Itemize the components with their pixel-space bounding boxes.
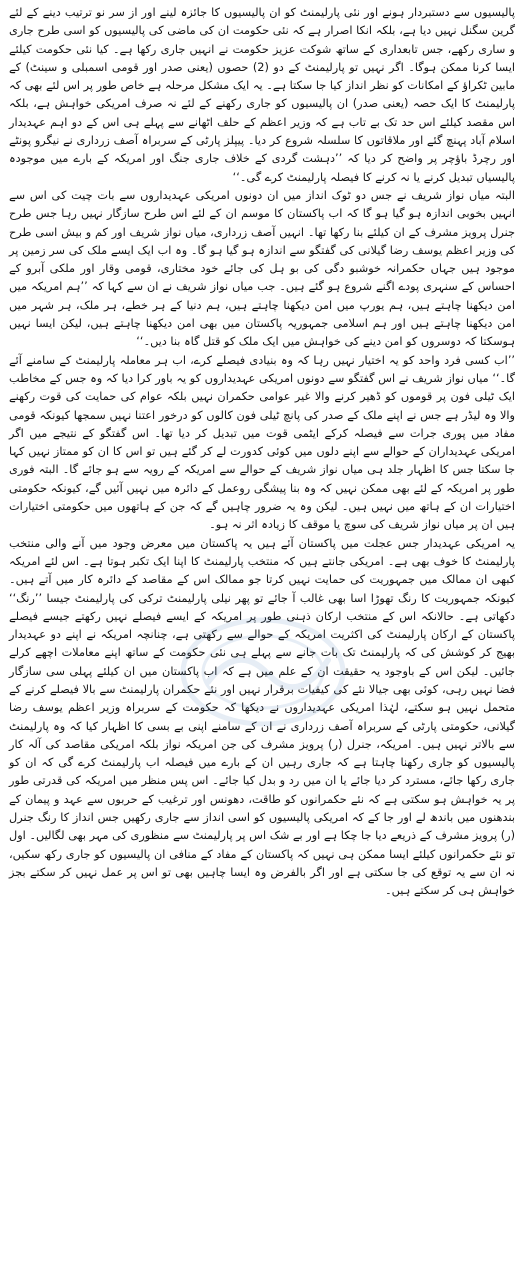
paragraph-3: ’’اب کسی فرد واحد کو یہ اختیار نہیں رہا کہ وہ بنیادی فیصلے کرے، اب ہر معاملہ پارلیمنٹ کے سامنے آئے گا۔‘‘ میاں نواز شریف نے اس گفتگو سے دونوں امریکی عہدیداروں کو یہ باور کرا دیا کہ وہ جس کے مخاطب ایک ٹیلی فون پر قوموں کو ڈھیر کرنے والا غیر عوامی حکمران نہیں بلکہ عوام کی حمایت کی قوت رکھنے والا وہ لیڈر ہے جس نے اپنے ملک کے صدر کی پانچ ٹیلی فون کالوں کو درخور اعتنا نہیں سمجھا کیونکہ قومی مفاد میں پوری جرات سے فیصلہ کرکے ایٹمی قوت میں تبدیل کر دیا تھا۔ اس گفتگو کے نتیجے میں اگر امریکی عہدیداران کے حوالے سے اپنے دلوں میں کوئی کدورت لے کر گئے ہیں تو اس کا ان کو ممتاز نہیں کہا جا سکتا جس کا اظہار جلد ہی میاں نواز شریف کے حوالے سے امریکہ کے رویہ سے ہو جائے گا۔ البتہ فوری طور پر امریکہ کے لئے بھی ممکن نہیں کہ وہ بنا پیشگی روعمل کے دائرہ میں نہیں آئیں گے، کیونکہ حکومتی اختیارات ان کے ہاتھ میں نہیں ہیں۔ لیکن وہ یہ ضرور چاہیں گے کہ جن کے ہاتھوں میں حکومتی اختیارات ہیں ان پر میاں نواز شریف کی سوچ یا موقف کا زیادہ اثر نہ ہو۔ [9, 353, 515, 532]
paragraph-1: پالیسیوں سے دستبردار ہونے اور نئی پارلیمنٹ کو ان پالیسیوں کا جائزہ لینے اور از سر نو ترتیب دینے کے لئے گرین سگنل نہیں دیا ہے، بلکہ انکا اصرار ہے کہ نئی حکومت ان کی ماضی کی پالیسیوں کو اسی طرح جاری و ساری رکھے، جس تابعداری کے ساتھ شوکت عزیز حکومت نے انہیں جاری رکھا ہے۔ کیا نئی حکومت کیلئے ایسا کرنا ممکن ہوگا۔ اگر نہیں تو پارلیمنٹ کے دو (2) حصوں (یعنی صدر اور قومی اسمبلی و سینٹ) کے مابین ٹکراؤ کے امکانات کو نظر انداز کیا جا سکتا ہے۔ یہ ایک مشکل مرحلہ ہے خاص طور پر اس لئے بھی کہ پارلیمنٹ کا ایک حصہ (یعنی صدر) ان پالیسیوں کو جاری رکھنے کے لئے نہ صرف امریکی خواہش ہے، بلکہ اس مقصد کیلئے اس حد تک بے تاب ہے کہ وزیر اعظم کے حلف اٹھانے سے پہلے ہی اس کے دو اہم عہدیدار اسلام آباد پہنچ گئے اور ملاقاتوں کا سلسلہ شروع کر دیا۔ پیپلز پارٹی کے سربراہ آصف زرداری نے نیگرو پونٹے اور رچرڈ باؤچر پر واضح کر دیا کہ ’’دہشت گردی کے خلاف جاری جنگ اور امریکہ کے بارے میں موجودہ پالیسیاں تبدیل کرنے یا نہ کرنے کا فیصلہ پارلیمنٹ کرے گی۔‘‘ [9, 6, 515, 184]
paragraph-4: یہ امریکی عہدیدار جس عجلت میں پاکستان آئے ہیں یہ پاکستان میں معرض وجود میں آنے والی منتخب پارلیمنٹ کا خوف بھی ہے۔ امریکی جانتے ہیں کہ منتخب پارلیمنٹ کا اپنا ایک تکبر ہوتا ہے۔ اس لئے امریکہ کبھی ان ممالک میں جمہوریت کی حمایت نہیں کرتا جو ممالک اس کے مقاصد کے دائرہ کار میں آتے ہیں۔ کیونکہ جمہوریت کا رنگ تھوڑا اسا بھی غالب آ جائے تو پھر نیلی پارلیمنٹ ترکی کی پارلیمنٹ جیسا ’’رنگ‘‘ دکھاتی ہے۔ حالانکہ اس کے منتخب ارکان ذہنی طور پر امریکہ کے ایسے فیصلے نہیں رکھتے جیسے فیصلے پاکستان کے ارکان پارلیمنٹ کی اکثریت امریکہ کے حوالے سے رکھتی ہے، چنانچہ امریکہ نے اپنے دو عہدیدار بھیج کر کوشش کی کہ پارلیمنٹ تک بات جانے سے پہلے ہی نئی حکومت کے ساتھ اپنے معاملات اچھے کرلے جائیں۔ لیکن اس کے باوجود یہ حقیقت ان کے علم میں ہے کہ اب پاکستان میں ان کیلئے پہلی سی سازگار فضا نہیں رہی، کوئی بھی جیالا نئے کی کیفیات برقرار نہیں اور نئے حکمران پارلیمنٹ سے بالا فیصلے کرنے کے متحمل نہیں ہو سکتے، لہٰذا امریکی عہدیداروں نے دیکھا کہ حکومت کے سربراہ وزیر اعظم یوسف رضا گیلانی، حکومتی پارٹی کے سربراہ آصف زرداری نے ان کے سامنے اپنی بے بسی کا اظہار کیا کہ وہ پارلیمنٹ سے بالاتر نہیں ہیں۔ امریکہ، جنرل (ر) پرویز مشرف کی جن امریکہ نواز بلکہ امریکی مقاصد کی آلہ کار پالیسیوں کو جاری رکھنا چاہتا ہے کہ جاری رہیں ان کے بارے میں فیصلہ اب پارلیمنٹ کرے گی کہ ان کو جاری رکھا جائے، مسترد کر دیا جائے یا ان میں رد و بدل کیا جائے۔ اس پس منظر میں امریکہ کی قدرتی طور پر یہ خواہش ہو سکتی ہے کہ نئے حکمرانوں کو طاقت، دھونس اور ترغیب کے حربوں سے عہد و پیمان کے بندھنوں میں باندھ لے اور جا کے کہ امریکی پالیسیوں کو اسی انداز سے جاری رکھیں جس انداز کا رنگ جنرل (ر) پرویز مشرف کے ذریعے دیا جا چکا ہے اور بے شک اس پر پارلیمنٹ سے منظوری کی مہر بھی لگالیں۔ اول تو نئے حکمرانوں کیلئے ایسا ممکن ہی نہیں کہ پاکستان کے مفاد کے منافی ان پالیسیوں کو جاری رکھ سکیں، نہ ان سے یہ توقع کی جا سکتی ہے اور اگر بالفرض وہ ایسا چاہیں بھی تو اس پر عمل نہیں کر سکتے بجز خواہش ہی کر سکتے ہیں۔ [9, 536, 515, 898]
paragraph-2: البتہ میاں نواز شریف نے جس دو ٹوک انداز میں ان دونوں امریکی عہدیداروں سے بات چیت کی اس سے انہیں بخوبی اندازہ ہو گیا ہو گا کہ اب پاکستان کا موسم ان کے لئے اس طرح سازگار نہیں رہا جس طرح جنرل پرویز مشرف کے ان کیلئے بنا رکھا تھا۔ انہیں آصف زرداری، میاں نواز شریف اور کم و بیش اسی طرح کی وزیر اعظم یوسف رضا گیلانی کی گفتگو سے اندازہ ہو گیا ہو گا۔ وہ اب ایک ایسے ملک کی سر زمین پر موجود ہیں جہاں حکمرانہ خوشبو دگی کی بو ہل کی جائے خود مختاری، قومی وقار اور ملکی آبرو کے احساس کے سنہری پودے اگنے شروع ہو گئے ہیں۔ جب میاں نواز شریف نے ان سے کہا کہ ’’ہم امریکہ میں امن دیکھنا چاہتے ہیں، ہم یورپ میں امن دیکھنا چاہتے ہیں، ہم دنیا کے ہر خطے، ہر ملک، ہر شہر میں امن دیکھنا چاہتے ہیں اور ہم اسلامی جمہوریہ پاکستان میں بھی امن دیکھنا چاہتے ہیں، لیکن ایسا نہیں ہوسکتا کہ دوسروں کو امن دینے کی خواہش میں ایک ملک کو قتل گاہ بنا دیں۔‘‘ [9, 188, 515, 349]
